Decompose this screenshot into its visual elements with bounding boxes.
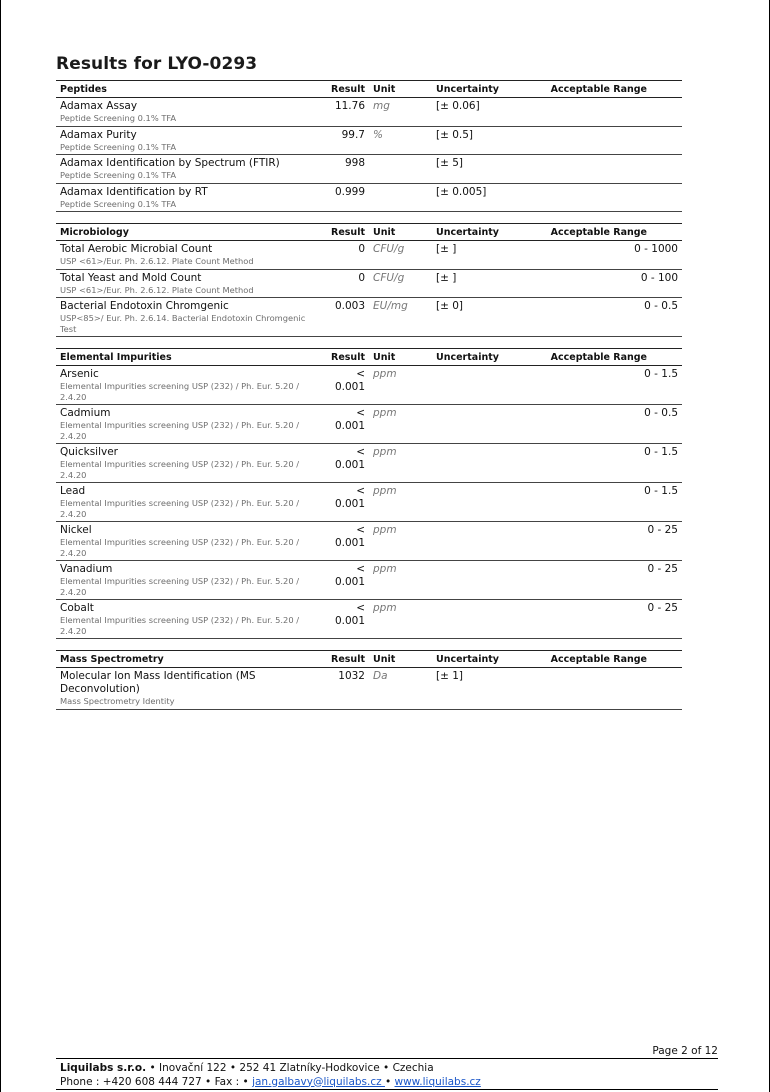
- result-value: 998: [324, 155, 369, 184]
- uncertainty-value: [± ]: [432, 269, 542, 298]
- uncertainty-value: [432, 600, 542, 639]
- unit-value: [369, 183, 432, 212]
- test-method: Mass Spectrometry Identity: [60, 696, 175, 706]
- test-cell: [56, 298, 324, 337]
- test-name: Total Yeast and Mold Count: [60, 271, 202, 284]
- test-cell: [56, 366, 324, 405]
- table-row: [56, 98, 682, 127]
- result-value: < 0.001: [324, 405, 369, 444]
- page-title: Results for LYO-0293: [56, 54, 258, 74]
- footer-contact-line: [60, 1076, 481, 1090]
- table-row: [56, 183, 682, 212]
- result-column-header: Result: [324, 224, 369, 241]
- result-value: 0: [324, 241, 369, 270]
- uncertainty-value: [± 0.5]: [432, 126, 542, 155]
- email-link[interactable]: jan.galbavy@liquilabs.cz: [252, 1075, 385, 1088]
- result-column-header: Result: [324, 651, 369, 668]
- acceptable-range-value: 0 - 25: [542, 522, 682, 561]
- table-row: [56, 405, 682, 444]
- unit-column-header: Unit: [369, 224, 432, 241]
- results-table: [56, 650, 682, 710]
- table-row: [56, 126, 682, 155]
- uncertainty-value: [± 0.005]: [432, 183, 542, 212]
- test-cell: [56, 483, 324, 522]
- test-name: Molecular Ion Mass Identification (MS Deconvolution): [60, 670, 256, 695]
- unit-value: mg: [369, 98, 432, 127]
- test-cell: [56, 600, 324, 639]
- unit-column-header: Unit: [369, 349, 432, 366]
- table-header-row: [56, 349, 682, 366]
- acceptable-range-value: 0 - 100: [542, 269, 682, 298]
- uncertainty-value: [± 1]: [432, 668, 542, 710]
- test-method: Elemental Impurities screening USP (232) / Ph. Eur. 5.20 / 2.4.20: [60, 615, 300, 636]
- range-column-header: Acceptable Range: [542, 81, 682, 98]
- test-cell: [56, 522, 324, 561]
- test-method: Elemental Impurities screening USP (232) / Ph. Eur. 5.20 / 2.4.20: [60, 498, 300, 519]
- unit-column-header: Unit: [369, 81, 432, 98]
- result-value: 0.003: [324, 298, 369, 337]
- test-name: Bacterial Endotoxin Chromgenic: [60, 300, 229, 312]
- footer: [60, 1062, 481, 1089]
- table-row: [56, 668, 682, 710]
- footer-address-line: [60, 1062, 481, 1076]
- acceptable-range-value: 0 - 0.5: [542, 298, 682, 337]
- footer-divider: [56, 1058, 718, 1059]
- uncertainty-column-header: Uncertainty: [432, 349, 542, 366]
- table-header-row: [56, 651, 682, 668]
- table-row: [56, 522, 682, 561]
- uncertainty-value: [432, 366, 542, 405]
- range-column-header: Acceptable Range: [542, 651, 682, 668]
- unit-column-header: Unit: [369, 651, 432, 668]
- result-value: 0: [324, 269, 369, 298]
- acceptable-range-value: 0 - 1000: [542, 241, 682, 270]
- test-method: Peptide Screening 0.1% TFA: [60, 141, 177, 152]
- test-name: Vanadium: [60, 563, 113, 575]
- test-method: Elemental Impurities screening USP (232) / Ph. Eur. 5.20 / 2.4.20: [60, 381, 300, 402]
- test-name: Arsenic: [60, 368, 99, 380]
- acceptable-range-value: [542, 668, 682, 710]
- test-name: Cadmium: [60, 407, 111, 419]
- table-row: [56, 155, 682, 184]
- uncertainty-column-header: Uncertainty: [432, 651, 542, 668]
- test-name: Lead: [60, 485, 86, 497]
- test-name: Adamax Assay: [60, 100, 138, 112]
- test-method: Elemental Impurities screening USP (232) / Ph. Eur. 5.20 / 2.4.20: [60, 459, 300, 480]
- range-column-header: Acceptable Range: [542, 349, 682, 366]
- unit-value: EU/mg: [369, 298, 432, 337]
- result-value: 1032: [324, 668, 369, 710]
- acceptable-range-value: 0 - 1.5: [542, 444, 682, 483]
- test-method: Peptide Screening 0.1% TFA: [60, 198, 177, 209]
- test-name: Quicksilver: [60, 446, 118, 458]
- result-value: 11.76: [324, 98, 369, 127]
- acceptable-range-value: [542, 98, 682, 127]
- test-cell: [56, 269, 324, 298]
- uncertainty-value: [± ]: [432, 241, 542, 270]
- acceptable-range-value: [542, 155, 682, 184]
- test-method: Elemental Impurities screening USP (232) / Ph. Eur. 5.20 / 2.4.20: [60, 420, 300, 441]
- unit-value: [369, 155, 432, 184]
- acceptable-range-value: 0 - 25: [542, 561, 682, 600]
- uncertainty-value: [± 0]: [432, 298, 542, 337]
- test-cell: [56, 183, 324, 212]
- result-column-header: Result: [324, 81, 369, 98]
- test-name: Adamax Purity: [60, 128, 137, 141]
- result-value: 99.7: [324, 126, 369, 155]
- test-name: Cobalt: [60, 602, 94, 614]
- test-cell: [56, 444, 324, 483]
- contact-separator: •: [384, 1075, 395, 1088]
- phone-fax: Phone : +420 608 444 727 • Fax : •: [60, 1075, 253, 1088]
- test-method: Elemental Impurities screening USP (232) / Ph. Eur. 5.20 / 2.4.20: [60, 576, 300, 597]
- test-cell: [56, 98, 324, 127]
- unit-value: ppm: [369, 366, 432, 405]
- result-value: < 0.001: [324, 483, 369, 522]
- result-value: < 0.001: [324, 366, 369, 405]
- unit-value: CFU/g: [369, 269, 432, 298]
- table-row: [56, 269, 682, 298]
- unit-value: ppm: [369, 444, 432, 483]
- result-value: 0.999: [324, 183, 369, 212]
- test-cell: [56, 405, 324, 444]
- section-heading: Microbiology: [56, 224, 324, 241]
- table-row: [56, 483, 682, 522]
- test-method: Elemental Impurities screening USP (232) / Ph. Eur. 5.20 / 2.4.20: [60, 537, 300, 558]
- uncertainty-value: [432, 483, 542, 522]
- website-link[interactable]: www.liquilabs.cz: [394, 1075, 481, 1088]
- table-row: [56, 241, 682, 270]
- unit-value: ppm: [369, 561, 432, 600]
- results-table: [56, 223, 682, 337]
- result-column-header: Result: [324, 349, 369, 366]
- range-column-header: Acceptable Range: [542, 224, 682, 241]
- uncertainty-value: [432, 522, 542, 561]
- unit-value: ppm: [369, 522, 432, 561]
- result-value: < 0.001: [324, 522, 369, 561]
- unit-value: ppm: [369, 483, 432, 522]
- section-heading: Mass Spectrometry: [56, 651, 324, 668]
- result-value: < 0.001: [324, 561, 369, 600]
- test-method: USP <61>/Eur. Ph. 2.6.12. Plate Count Method: [60, 284, 254, 295]
- acceptable-range-value: 0 - 1.5: [542, 483, 682, 522]
- section-heading: Elemental Impurities: [56, 349, 324, 366]
- unit-value: CFU/g: [369, 241, 432, 270]
- results-content: [56, 80, 682, 721]
- table-row: [56, 444, 682, 483]
- acceptable-range-value: 0 - 1.5: [542, 366, 682, 405]
- test-name: Adamax Identification by RT: [60, 185, 208, 198]
- test-method: USP<85>/ Eur. Ph. 2.6.14. Bacterial Endotoxin Chromgenic Test: [60, 313, 306, 334]
- uncertainty-column-header: Uncertainty: [432, 81, 542, 98]
- table-row: [56, 366, 682, 405]
- uncertainty-value: [432, 405, 542, 444]
- result-value: < 0.001: [324, 444, 369, 483]
- uncertainty-value: [432, 561, 542, 600]
- test-name: Adamax Identification by Spectrum (FTIR): [60, 157, 280, 169]
- test-cell: [56, 241, 324, 270]
- table-header-row: [56, 81, 682, 98]
- uncertainty-column-header: Uncertainty: [432, 224, 542, 241]
- test-cell: [56, 561, 324, 600]
- test-method: USP <61>/Eur. Ph. 2.6.12. Plate Count Method: [60, 256, 254, 266]
- test-method: Peptide Screening 0.1% TFA: [60, 170, 177, 180]
- section-heading: Peptides: [56, 81, 324, 98]
- acceptable-range-value: [542, 126, 682, 155]
- test-cell: [56, 668, 324, 710]
- test-cell: [56, 155, 324, 184]
- acceptable-range-value: [542, 183, 682, 212]
- unit-value: %: [369, 126, 432, 155]
- unit-value: ppm: [369, 405, 432, 444]
- company-address: • Inovační 122 • 252 41 Zlatníky-Hodkovice • Czechia: [146, 1062, 434, 1074]
- company-name: Liquilabs s.r.o.: [60, 1062, 147, 1074]
- table-header-row: [56, 224, 682, 241]
- acceptable-range-value: 0 - 0.5: [542, 405, 682, 444]
- table-row: [56, 600, 682, 639]
- acceptable-range-value: 0 - 25: [542, 600, 682, 639]
- uncertainty-value: [± 0.06]: [432, 98, 542, 127]
- uncertainty-value: [432, 444, 542, 483]
- test-name: Total Aerobic Microbial Count: [60, 243, 213, 255]
- footer-bottom-divider: [56, 1089, 718, 1090]
- results-table: [56, 348, 682, 639]
- test-name: Nickel: [60, 524, 92, 536]
- results-table: [56, 80, 682, 212]
- test-method: Peptide Screening 0.1% TFA: [60, 113, 177, 123]
- result-value: < 0.001: [324, 600, 369, 639]
- unit-value: ppm: [369, 600, 432, 639]
- test-cell: [56, 126, 324, 155]
- table-row: [56, 298, 682, 337]
- page-border-left: [0, 0, 1, 1092]
- unit-value: Da: [369, 668, 432, 710]
- table-row: [56, 561, 682, 600]
- page-number: Page 2 of 12: [652, 1045, 718, 1057]
- uncertainty-value: [± 5]: [432, 155, 542, 184]
